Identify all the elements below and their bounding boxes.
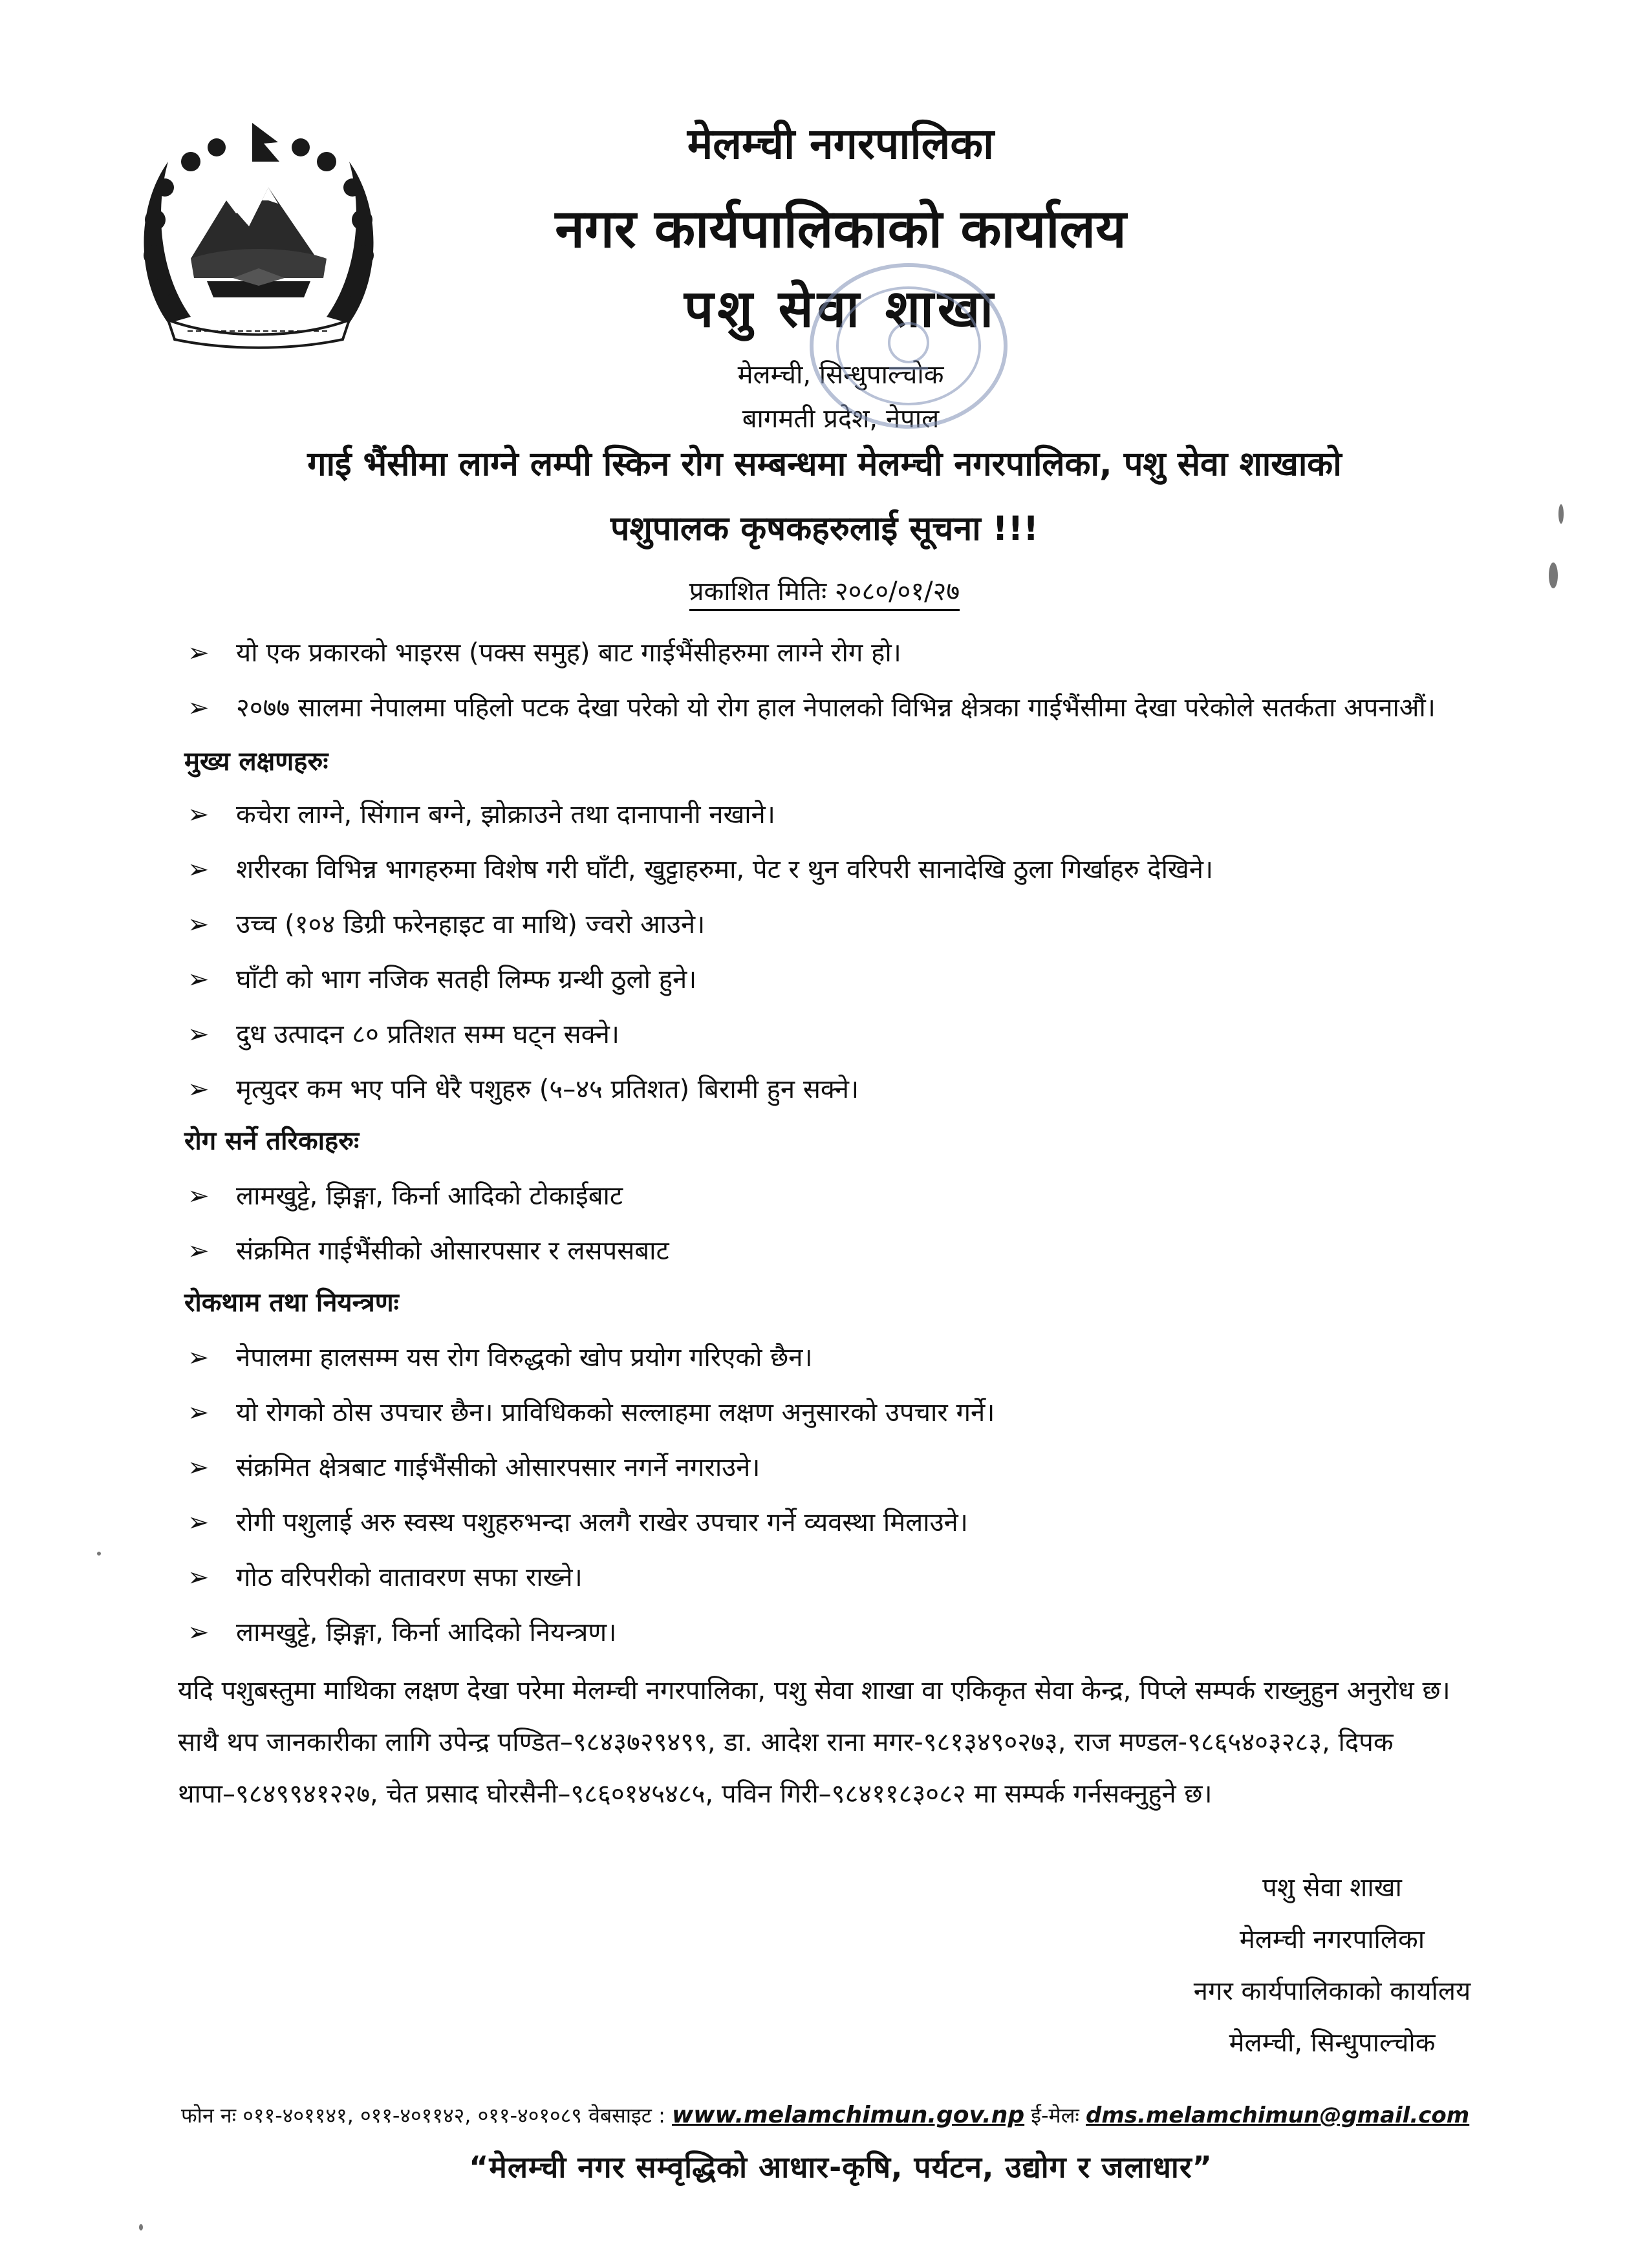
list-item: [188, 634, 1520, 669]
arrow-bullet-icon: ➢: [188, 1236, 210, 1266]
arrow-bullet-icon: ➢: [188, 910, 210, 939]
list-item: [188, 1503, 1520, 1539]
arrow-bullet-icon: ➢: [188, 1020, 210, 1049]
list-item-text: संक्रमित क्षेत्रबाट गाईभैंसीको ओसारपसार नगर्ने नगराउने।: [236, 1453, 760, 1482]
scan-speck: [97, 1552, 101, 1556]
spread-heading: रोग सर्ने तरिकाहरुः: [184, 1126, 360, 1156]
list-item: [188, 960, 1520, 996]
email-label: ई-मेलः: [1031, 2103, 1079, 2128]
list-item-text: लामखुट्टे, झिङ्गा, किर्ना आदिको नियन्त्रण।: [236, 1618, 617, 1647]
municipality-motto: “मेलम्ची नगर सम्वृद्धिको आधार-कृषि, पर्यटन, उद्योग र जलाधार”: [469, 2150, 1212, 2185]
list-item-text: रोगी पशुलाई अरु स्वस्थ पशुहरुभन्दा अलगै राखेर उपचार गर्ने व्यवस्था मिलाउने।: [236, 1508, 968, 1537]
arrow-bullet-icon: ➢: [188, 965, 210, 994]
list-item: [188, 1613, 1520, 1649]
list-item-text: नेपालमा हालसम्म यस रोग विरुद्धको खोप प्रयोग गरिएको छैन।: [236, 1343, 813, 1373]
office-subtitle: नगर कार्यपालिकाको कार्यालय: [555, 198, 1126, 260]
arrow-bullet-icon: ➢: [188, 1181, 210, 1211]
list-item-text: उच्च (१०४ डिग्री फरेनहाइट वा माथि) ज्वरो आउने।: [236, 910, 706, 939]
list-item: [188, 905, 1520, 941]
scan-speck: [139, 2224, 143, 2231]
list-item: [188, 689, 1520, 724]
arrow-bullet-icon: ➢: [188, 1343, 210, 1373]
list-item-text: संक्रमित गाईभैंसीको ओसारपसार र लसपसबाट: [236, 1236, 669, 1266]
arrow-bullet-icon: ➢: [188, 1453, 210, 1482]
nepal-coat-of-arms-icon: [129, 116, 388, 349]
list-item-text: २०७७ सालमा नेपालमा पहिलो पटक देखा परेको यो रोग हाल नेपालको विभिन्न क्षेत्रका गाईभैंसीमा देखा परेकोले सतर्कता अपनाऔं।: [236, 693, 1436, 723]
list-item-text: गोठ वरिपरीको वातावरण सफा राख्ने।: [236, 1563, 583, 1592]
list-item-text: मृत्युदर कम भए पनि धेरै पशुहरु (५–४५ प्रतिशत) बिरामी हुन सक्ने।: [236, 1075, 859, 1104]
footer-phones: फोन नः ०११-४०११४१, ०११-४०११४२, ०११-४०१०८९ वेबसाइट :: [181, 2103, 665, 2128]
office-stamp-icon: [802, 255, 1015, 436]
arrow-bullet-icon: ➢: [188, 800, 210, 829]
list-item-text: यो रोगको ठोस उपचार छैन। प्राविधिकको सल्लाहमा लक्षण अनुसारको उपचार गर्ने।: [236, 1398, 995, 1428]
list-item: [188, 1558, 1520, 1594]
contact-footer: [181, 2101, 1526, 2129]
arrow-bullet-icon: ➢: [188, 693, 210, 723]
arrow-bullet-icon: ➢: [188, 855, 210, 884]
address-line-2: बागमती प्रदेश, नेपाल: [742, 404, 940, 434]
arrow-bullet-icon: ➢: [188, 1398, 210, 1428]
signature-line-1: पशु सेवा शाखा: [1262, 1873, 1402, 1903]
list-item-text: यो एक प्रकारको भाइरस (पक्स समुह) बाट गाईभैंसीहरुमा लाग्ने रोग हो।: [236, 638, 901, 668]
list-item: [188, 795, 1520, 831]
published-date-text: प्रकाशित मितिः २०८०/०१/२७: [689, 577, 960, 611]
scan-speck: [1558, 504, 1564, 524]
address-line-1: मेलम्ची, सिन्धुपाल्चोक: [737, 360, 944, 390]
list-item: [188, 1015, 1520, 1051]
arrow-bullet-icon: ➢: [188, 1075, 210, 1104]
signature-line-4: मेलम्ची, सिन्धुपाल्चोक: [1229, 2028, 1436, 2058]
control-heading: रोकथाम तथा नियन्त्रणः: [184, 1288, 399, 1318]
list-item: [188, 1177, 1520, 1212]
email-link[interactable]: dms.melamchimun@gmail.com: [1086, 2102, 1470, 2128]
arrow-bullet-icon: ➢: [188, 1508, 210, 1537]
list-item-text: कचेरा लाग्ने, सिंगान बग्ने, झोक्राउने तथा दानापानी नखाने।: [236, 800, 775, 829]
published-date: [453, 572, 1196, 608]
arrow-bullet-icon: ➢: [188, 1563, 210, 1592]
list-item-text: शरीरका विभिन्न भागहरुमा विशेष गरी घाँटी, खुट्टाहरुमा, पेट र थुन वरिपरी सानादेखि ठुला गिर्खाहरु देखिने।: [236, 855, 1214, 884]
list-item: [188, 1448, 1520, 1484]
website-link[interactable]: www.melamchimun.gov.np: [672, 2102, 1025, 2128]
list-item-text: लामखुट्टे, झिङ्गा, किर्ना आदिको टोकाईबाट: [236, 1181, 623, 1211]
scan-speck: [1549, 562, 1558, 588]
list-item: [188, 1338, 1520, 1374]
list-item: [188, 1232, 1520, 1267]
arrow-bullet-icon: ➢: [188, 638, 210, 668]
office-name: मेलम्ची नगरपालिका: [687, 119, 995, 169]
closing-line-1: यदि पशुबस्तुमा माथिका लक्षण देखा परेमा मेलम्ची नगरपालिका, पशु सेवा शाखा वा एकिकृत सेवा केन्द्र, पिप्ले सम्पर्क राख्नुहुन अनुरोध छ।: [178, 1676, 1450, 1706]
symptoms-heading: मुख्य लक्षणहरुः: [184, 747, 329, 776]
notice-title-line-2: पशुपालक कृषकहरुलाई सूचना !!!: [610, 509, 1039, 548]
signature-line-2: मेलम्ची नगरपालिका: [1239, 1925, 1425, 1954]
notice-title-line-1: गाई भैंसीमा लाग्ने लम्पी स्किन रोग सम्बन्धमा मेलम्ची नगरपालिका, पशु सेवा शाखाको: [307, 445, 1342, 484]
closing-line-3: थापा–९८४९९४१२२७, चेत प्रसाद घोरसैनी–९८६०१४५४८५, पविन गिरी–९८४११८३०८२ मा सम्पर्क गर्नसक्नुहुने छ।: [178, 1779, 1212, 1809]
closing-line-2: साथै थप जानकारीका लागि उपेन्द्र पण्डित–९८४३७२९४९९, डा. आदेश राना मगर-९८१३४९०२७३, राज मण्डल-९८६५४०३२८३, दिपक: [178, 1728, 1394, 1757]
list-item: [188, 850, 1520, 886]
branch-name: पशु सेवा शाखा: [684, 279, 998, 339]
arrow-bullet-icon: ➢: [188, 1618, 210, 1647]
list-item-text: दुध उत्पादन ८० प्रतिशत सम्म घट्न सक्ने।: [236, 1020, 620, 1049]
list-item: [188, 1393, 1520, 1429]
list-item-text: घाँटी को भाग नजिक सतही लिम्फ ग्रन्थी ठुलो हुने।: [236, 965, 697, 994]
list-item: [188, 1070, 1520, 1106]
signature-line-3: नगर कार्यपालिकाको कार्यालय: [1193, 1976, 1471, 2006]
